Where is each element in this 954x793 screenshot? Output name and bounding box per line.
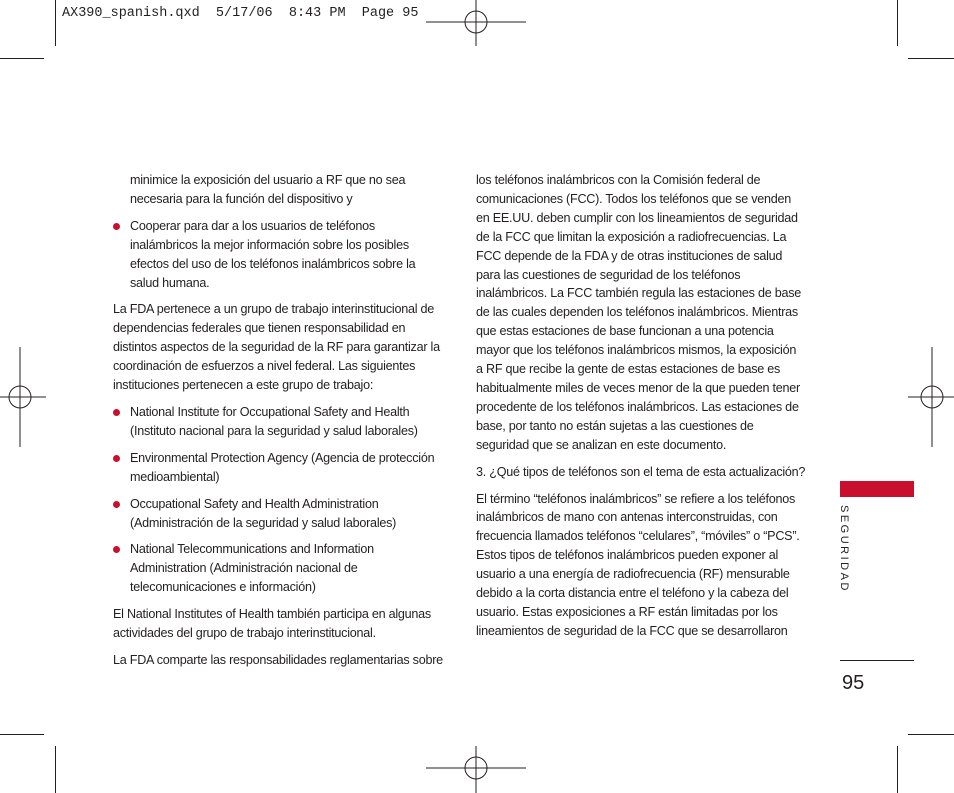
crop-mark-top-left-vertical xyxy=(55,0,56,46)
paragraph-fcc: los teléfonos inalámbricos con la Comisión federal de comunicaciones (FCC). Todos los teléfonos que se venden en EE.UU. deben cumplir con los lineamientos de seguridad de la FCC que limitan la exposición a radiofrecuencias. La FCC depende de la FDA y de otras instituciones de salud para las cuestiones de seguridad de los teléfonos inalámbricos. La FCC también regula las estaciones de base de las cuales dependen los teléfonos inalámbricos. Mientras que estas estaciones de base funcionan a una potencia mayor que los teléfonos inalámbricos mismos, la exposición a RF que recibe la gente de estas estaciones de base es habitualmente miles de veces menor de la que pueden tener procedente de los teléfonos inalámbricos. Las estaciones de base, por tanto no están sujetas a las cuestiones de seguridad que se analizan en este documento. xyxy=(476,173,802,452)
list-item-text: National Telecommunications and Information Administration (Administración nacional de telecomunicaciones e información) xyxy=(130,542,374,595)
list-item-agency xyxy=(113,540,443,597)
list-item-agency xyxy=(113,449,443,487)
bullet-icon xyxy=(113,455,120,462)
continuation-text: minimice la exposición del usuario a RF que no sea necesaria para la función del dispositivo y xyxy=(130,173,406,206)
paragraph-fda-group: La FDA pertenece a un grupo de trabajo interinstitucional de dependencias federales que tienen responsabilidad en distintos aspectos de la seguridad de la RF para garantizar la coordinación de esfuerzos a nivel federal. Las siguientes instituciones pertenecen a este grupo de trabajo: xyxy=(113,302,440,393)
crop-mark-bottom-left-horizontal xyxy=(0,734,44,735)
list-item-text: National Institute for Occupational Safety and Health (Instituto nacional para la seguridad y salud laborales) xyxy=(130,404,418,438)
list-item-agency xyxy=(113,495,443,533)
section-tab-marker xyxy=(840,481,914,497)
crop-mark-bottom-left-vertical xyxy=(55,746,56,793)
bullet-icon xyxy=(113,409,120,416)
registration-mark-bottom-icon xyxy=(426,746,526,793)
paragraph-nih: El National Institutes of Health también participa en algunas actividades del grupo de trabajo interinstitucional. xyxy=(113,607,431,641)
registration-mark-left-icon xyxy=(0,347,46,447)
crop-mark-bottom-right-horizontal xyxy=(908,734,954,735)
registration-mark-right-icon xyxy=(908,347,954,447)
bullet-icon xyxy=(113,223,120,230)
paragraph-fda-shares: La FDA comparte las responsabilidades reglamentarias sobre xyxy=(113,652,443,667)
crop-mark-bottom-right-vertical xyxy=(897,746,898,793)
page-number: 95 xyxy=(842,672,865,694)
list-item-text: Environmental Protection Agency (Agencia de protección medioambiental) xyxy=(130,450,435,484)
bullet-icon xyxy=(113,546,120,553)
paragraph-answer: El término “teléfonos inalámbricos” se refiere a los teléfonos inalámbricos de mano con antenas interconstruidas, con frecuencia llamados teléfonos “celulares”, “móviles” o “PCS”. Estos tipos de teléfonos inalámbricos pueden exponer al usuario a una energía de radiofrecuencia (RF) mensurable debido a la corta distancia entre el teléfono y la cabeza del usuario. Estas exposiciones a RF están limitadas por los lineamientos de seguridad de la FCC que se desarrollaron xyxy=(476,491,800,638)
list-item-agency xyxy=(113,403,443,441)
crop-mark-top-right-vertical xyxy=(897,0,898,46)
list-item-text: Cooperar para dar a los usuarios de teléfonos inalámbricos la mejor información sobre los posibles efectos del uso de los teléfonos inalámbricos sobre la salud humana. xyxy=(130,218,416,290)
registration-mark-top-icon xyxy=(426,0,526,46)
right-column xyxy=(476,171,806,649)
list-item-text: Occupational Safety and Health Administration (Administración de la seguridad y salud laborales) xyxy=(130,496,397,530)
bullet-icon xyxy=(113,501,120,508)
question-heading: 3. ¿Qué tipos de teléfonos son el tema de esta actualización? xyxy=(476,464,806,479)
page-number-rule xyxy=(840,660,914,661)
list-item-cooperate xyxy=(113,217,443,293)
print-slug: AX390_spanish.qxd 5/17/06 8:43 PM Page 95 xyxy=(62,6,419,21)
crop-mark-top-right-horizontal xyxy=(908,58,954,59)
section-label: SEGURIDAD xyxy=(838,505,850,593)
crop-mark-top-left-horizontal xyxy=(0,58,44,59)
left-column xyxy=(113,171,443,678)
